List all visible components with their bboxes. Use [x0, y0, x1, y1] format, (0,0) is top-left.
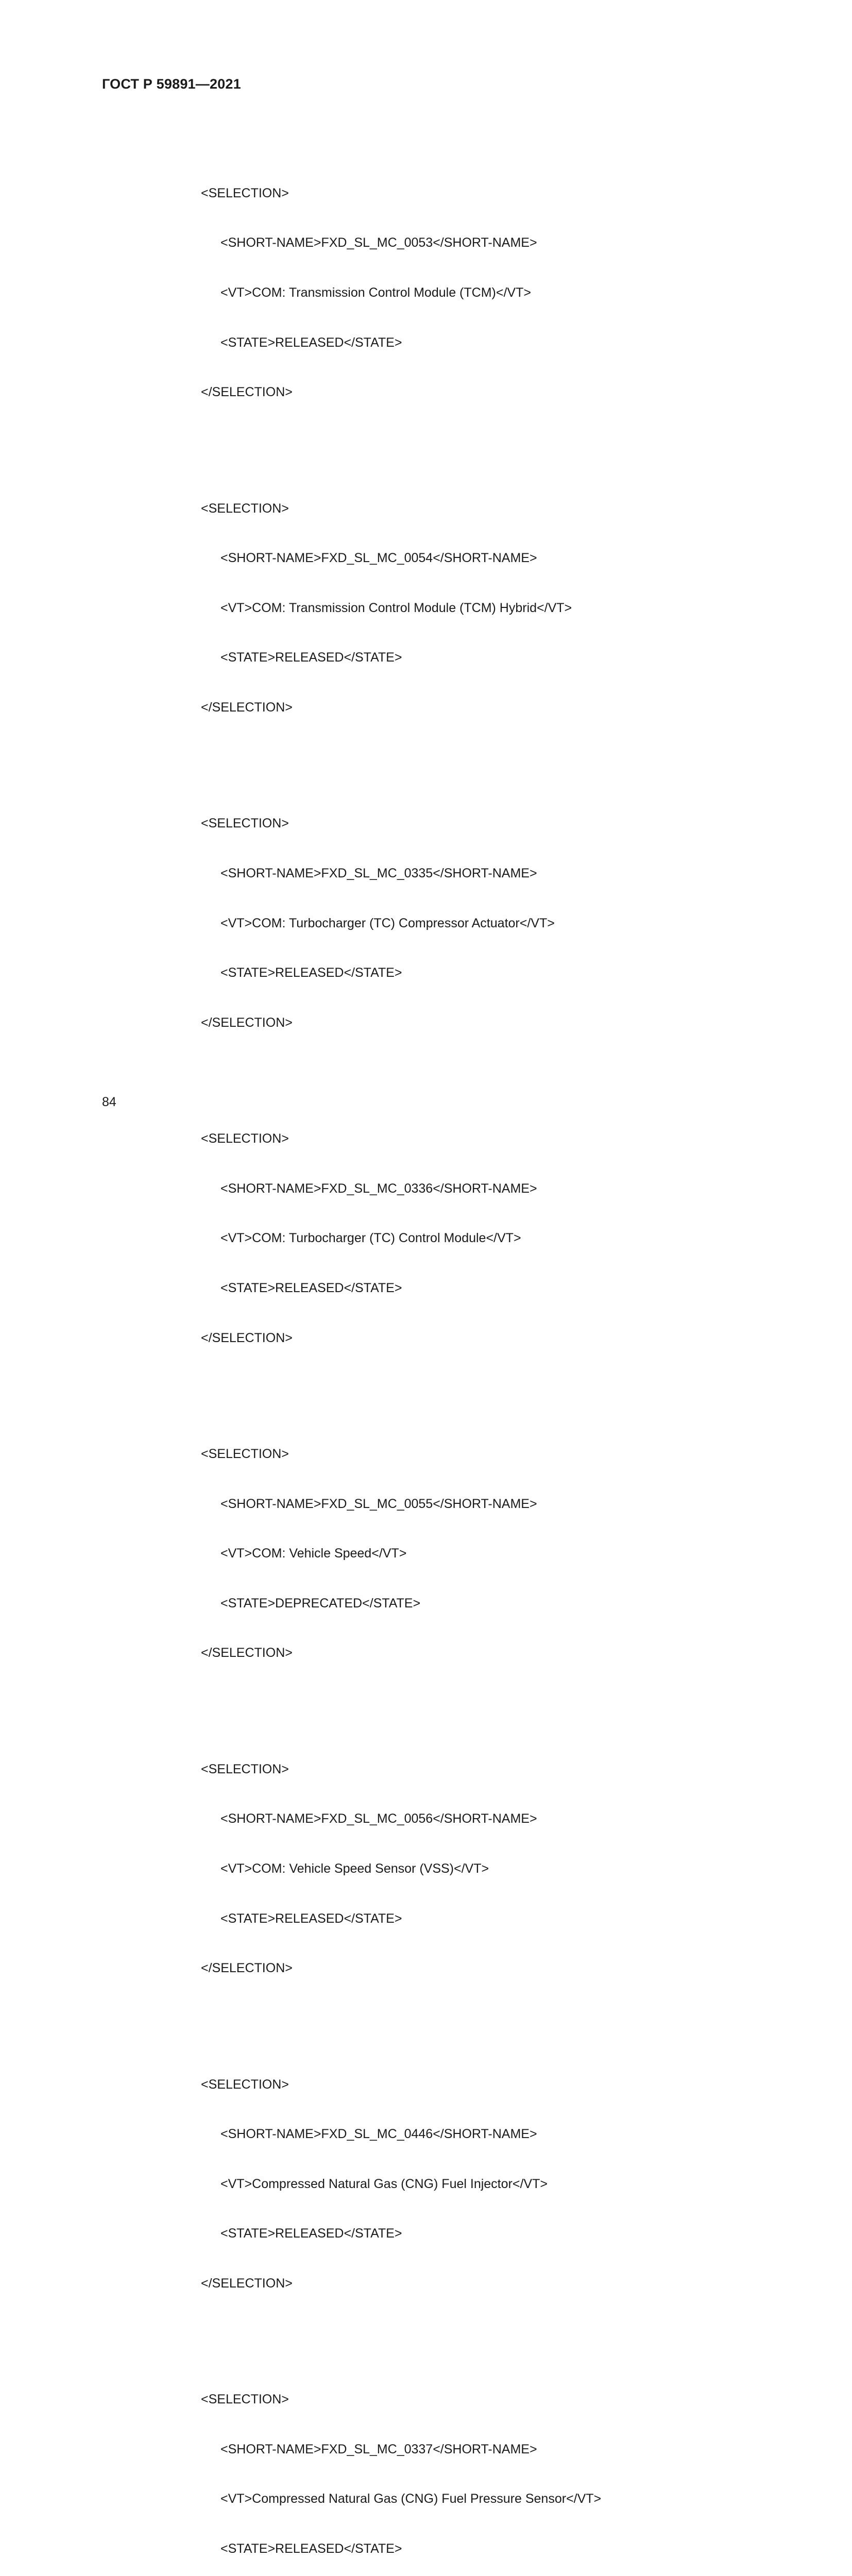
selection-close-tag: </SELECTION>	[201, 1330, 293, 1345]
short-name-line: <SHORT-NAME>FXD_SL_MC_0056</SHORT-NAME>	[220, 1811, 537, 1826]
vt-line: <VT>COM: Turbocharger (TC) Compressor Actuator</VT>	[220, 916, 555, 930]
state-line: <STATE>RELEASED</STATE>	[220, 650, 402, 665]
selection-block	[201, 1413, 793, 1694]
state-line: <STATE>RELEASED</STATE>	[220, 2226, 402, 2241]
selection-block	[201, 1097, 793, 1379]
selection-block	[201, 782, 793, 1064]
short-name-line: <SHORT-NAME>FXD_SL_MC_0337</SHORT-NAME>	[220, 2442, 537, 2456]
short-name-line: <SHORT-NAME>FXD_SL_MC_0053</SHORT-NAME>	[220, 235, 537, 250]
selection-block	[201, 1727, 793, 2009]
selection-open-tag: <SELECTION>	[201, 1761, 289, 1776]
vt-line: <VT>COM: Transmission Control Module (TCM)</VT>	[220, 285, 531, 300]
state-line: <STATE>RELEASED</STATE>	[220, 2541, 402, 2556]
document-header: ГОСТ Р 59891—2021	[102, 76, 241, 92]
state-line: <STATE>RELEASED</STATE>	[220, 965, 402, 980]
selection-close-tag: </SELECTION>	[201, 700, 293, 715]
vt-line: <VT>COM: Turbocharger (TC) Control Module</VT>	[220, 1231, 521, 1246]
short-name-line: <SHORT-NAME>FXD_SL_MC_0055</SHORT-NAME>	[220, 1496, 537, 1511]
short-name-line: <SHORT-NAME>FXD_SL_MC_0054</SHORT-NAME>	[220, 551, 537, 566]
selection-close-tag: </SELECTION>	[201, 1961, 293, 1976]
selection-block	[201, 151, 793, 433]
vt-line: <VT>Compressed Natural Gas (CNG) Fuel Injector</VT>	[220, 2176, 548, 2191]
selection-open-tag: <SELECTION>	[201, 501, 289, 516]
selection-block	[201, 2043, 793, 2325]
selection-block	[201, 467, 793, 749]
vt-line: <VT>COM: Vehicle Speed Sensor (VSS)</VT>	[220, 1861, 489, 1876]
state-line: <STATE>RELEASED</STATE>	[220, 1280, 402, 1295]
selection-open-tag: <SELECTION>	[201, 1446, 289, 1461]
page-number: 84	[102, 1095, 116, 1109]
state-line: <STATE>RELEASED</STATE>	[220, 335, 402, 350]
short-name-line: <SHORT-NAME>FXD_SL_MC_0446</SHORT-NAME>	[220, 2127, 537, 2142]
state-line: <STATE>DEPRECATED</STATE>	[220, 1596, 421, 1611]
selection-open-tag: <SELECTION>	[201, 2392, 289, 2407]
selection-open-tag: <SELECTION>	[201, 185, 289, 200]
selection-close-tag: </SELECTION>	[201, 385, 293, 400]
selection-close-tag: </SELECTION>	[201, 2276, 293, 2291]
short-name-line: <SHORT-NAME>FXD_SL_MC_0335</SHORT-NAME>	[220, 866, 537, 880]
state-line: <STATE>RELEASED</STATE>	[220, 1911, 402, 1926]
selection-open-tag: <SELECTION>	[201, 816, 289, 831]
short-name-line: <SHORT-NAME>FXD_SL_MC_0336</SHORT-NAME>	[220, 1181, 537, 1196]
selection-open-tag: <SELECTION>	[201, 1131, 289, 1146]
selection-open-tag: <SELECTION>	[201, 2077, 289, 2092]
selection-block	[201, 2358, 793, 2576]
vt-line: <VT>COM: Transmission Control Module (TCM) Hybrid</VT>	[220, 600, 572, 615]
selection-close-tag: </SELECTION>	[201, 1015, 293, 1030]
xml-code-block	[201, 118, 793, 2576]
vt-line: <VT>COM: Vehicle Speed</VT>	[220, 1546, 407, 1561]
vt-line: <VT>Compressed Natural Gas (CNG) Fuel Pressure Sensor</VT>	[220, 2492, 602, 2506]
selection-close-tag: </SELECTION>	[201, 1646, 293, 1660]
